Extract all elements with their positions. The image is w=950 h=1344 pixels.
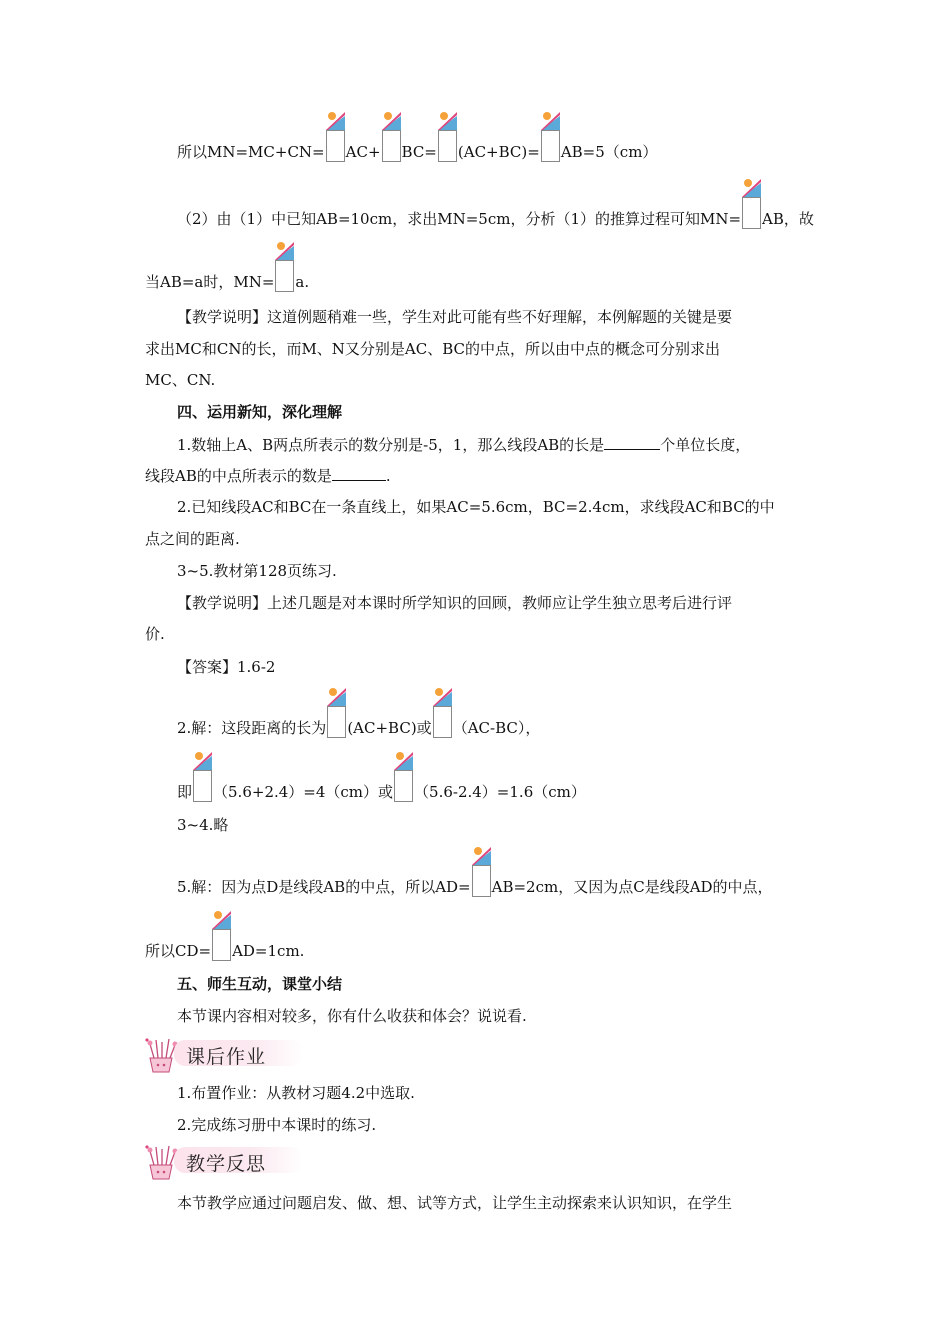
section-5-heading: 五、师生互动，课堂小结: [177, 975, 343, 993]
question-1-line-1: [177, 435, 750, 455]
summary-line: 本节课内容相对较多，你有什么收获和体会？说说看.: [177, 1007, 527, 1025]
text: AC+: [345, 143, 381, 161]
teaching-note-1-line-1: 【教学说明】这道例题稍难一些，学生对此可能有些不好理解，本例解题的关键是要: [177, 308, 733, 326]
fraction-image-icon: [438, 110, 457, 162]
reflection-banner: [142, 1143, 312, 1181]
question-1-line-2: [145, 466, 391, 486]
section-4-heading: 四、运用新知，深化理解: [177, 403, 343, 421]
paragraph-2-line-1: [177, 177, 814, 229]
text: （5.6+2.4）=4（cm）或: [213, 783, 394, 801]
fraction-image-icon: [382, 110, 401, 162]
text: AB=5（cm）: [560, 143, 658, 161]
text: (AC+BC)=: [457, 143, 540, 161]
text: AB=2cm，又因为点C是线段AD的中点，: [491, 878, 773, 896]
text: 线段AB的中点所表示的数是: [145, 467, 332, 485]
teaching-note-2-line-2: 价.: [145, 625, 165, 643]
text: 个单位长度，: [660, 436, 751, 454]
question-2-line-1: 2.已知线段AC和BC在一条直线上，如果AC=5.6cm，BC=2.4cm，求线段AC和BC的中: [177, 498, 775, 516]
fraction-image-icon: [275, 240, 294, 292]
homework-item-2: 2.完成练习册中本课时的练习.: [177, 1116, 377, 1134]
reflection-line: 本节教学应通过问题启发、做、想、试等方式，让学生主动探索来认识知识，在学生: [177, 1194, 733, 1212]
fraction-image-icon: [394, 750, 413, 802]
homework-banner: [142, 1036, 312, 1074]
answer-2-line-1: [177, 686, 540, 738]
text: .: [385, 467, 391, 485]
question-3-5: 3~5.教材第128页练习.: [177, 562, 337, 580]
text: AD=1cm.: [232, 942, 305, 960]
fraction-image-icon: [212, 909, 231, 961]
teaching-note-1-line-3: MC、CN.: [145, 371, 216, 389]
banner-title: 课后作业: [186, 1046, 267, 1068]
text: 1.数轴上A、B两点所表示的数分别是-5，1，那么线段AB的长是: [177, 436, 605, 454]
text: 即: [177, 783, 193, 801]
fraction-image-icon: [472, 845, 491, 897]
paragraph-2-line-2: [145, 240, 309, 292]
fraction-image-icon: [327, 686, 346, 738]
fraction-image-icon: [541, 110, 560, 162]
text: 2.解：这段距离的长为: [177, 719, 327, 737]
text: (AC+BC)或: [347, 719, 432, 737]
fraction-image-icon: [433, 686, 452, 738]
text: （2）由（1）中已知AB=10cm，求出MN=5cm，分析（1）的推算过程可知MN=: [177, 210, 742, 228]
homework-item-1: 1.布置作业：从教材习题4.2中选取.: [177, 1084, 415, 1102]
text: 5.解：因为点D是线段AB的中点，所以AD=: [177, 878, 471, 896]
text: a.: [295, 273, 310, 291]
text: BC=: [401, 143, 437, 161]
text: 所以CD=: [145, 942, 212, 960]
fraction-image-icon: [742, 177, 761, 229]
teaching-note-2-line-1: 【教学说明】上述几题是对本课时所学知识的回顾，教师应让学生独立思考后进行评: [177, 594, 733, 612]
text: 当AB=a时，MN=: [145, 273, 275, 291]
text: 所以MN=MC+CN=: [177, 143, 325, 161]
answer-5-line-2: [145, 909, 304, 961]
banner-label-bg: [174, 1040, 304, 1066]
answer-blank: [332, 466, 386, 481]
answer-5-line-1: [177, 845, 773, 897]
banner-label-bg: [174, 1147, 304, 1173]
answer-blank: [604, 435, 660, 450]
text: （AC-BC），: [452, 719, 541, 737]
answer-line: 【答案】1.6-2: [177, 658, 276, 676]
banner-title: 教学反思: [186, 1153, 267, 1175]
text: AB，故: [762, 210, 814, 228]
text: （5.6-2.4）=1.6（cm）: [414, 783, 586, 801]
fraction-image-icon: [326, 110, 345, 162]
question-2-line-2: 点之间的距离.: [145, 530, 240, 548]
answer-2-line-2: [177, 750, 586, 802]
teaching-note-1-line-2: 求出MC和CN的长，而M、N又分别是AC、BC的中点，所以由中点的概念可分别求出: [145, 340, 721, 358]
equation-line-1: [177, 110, 657, 162]
answer-3-4: 3~4.略: [177, 816, 229, 834]
fraction-image-icon: [193, 750, 212, 802]
